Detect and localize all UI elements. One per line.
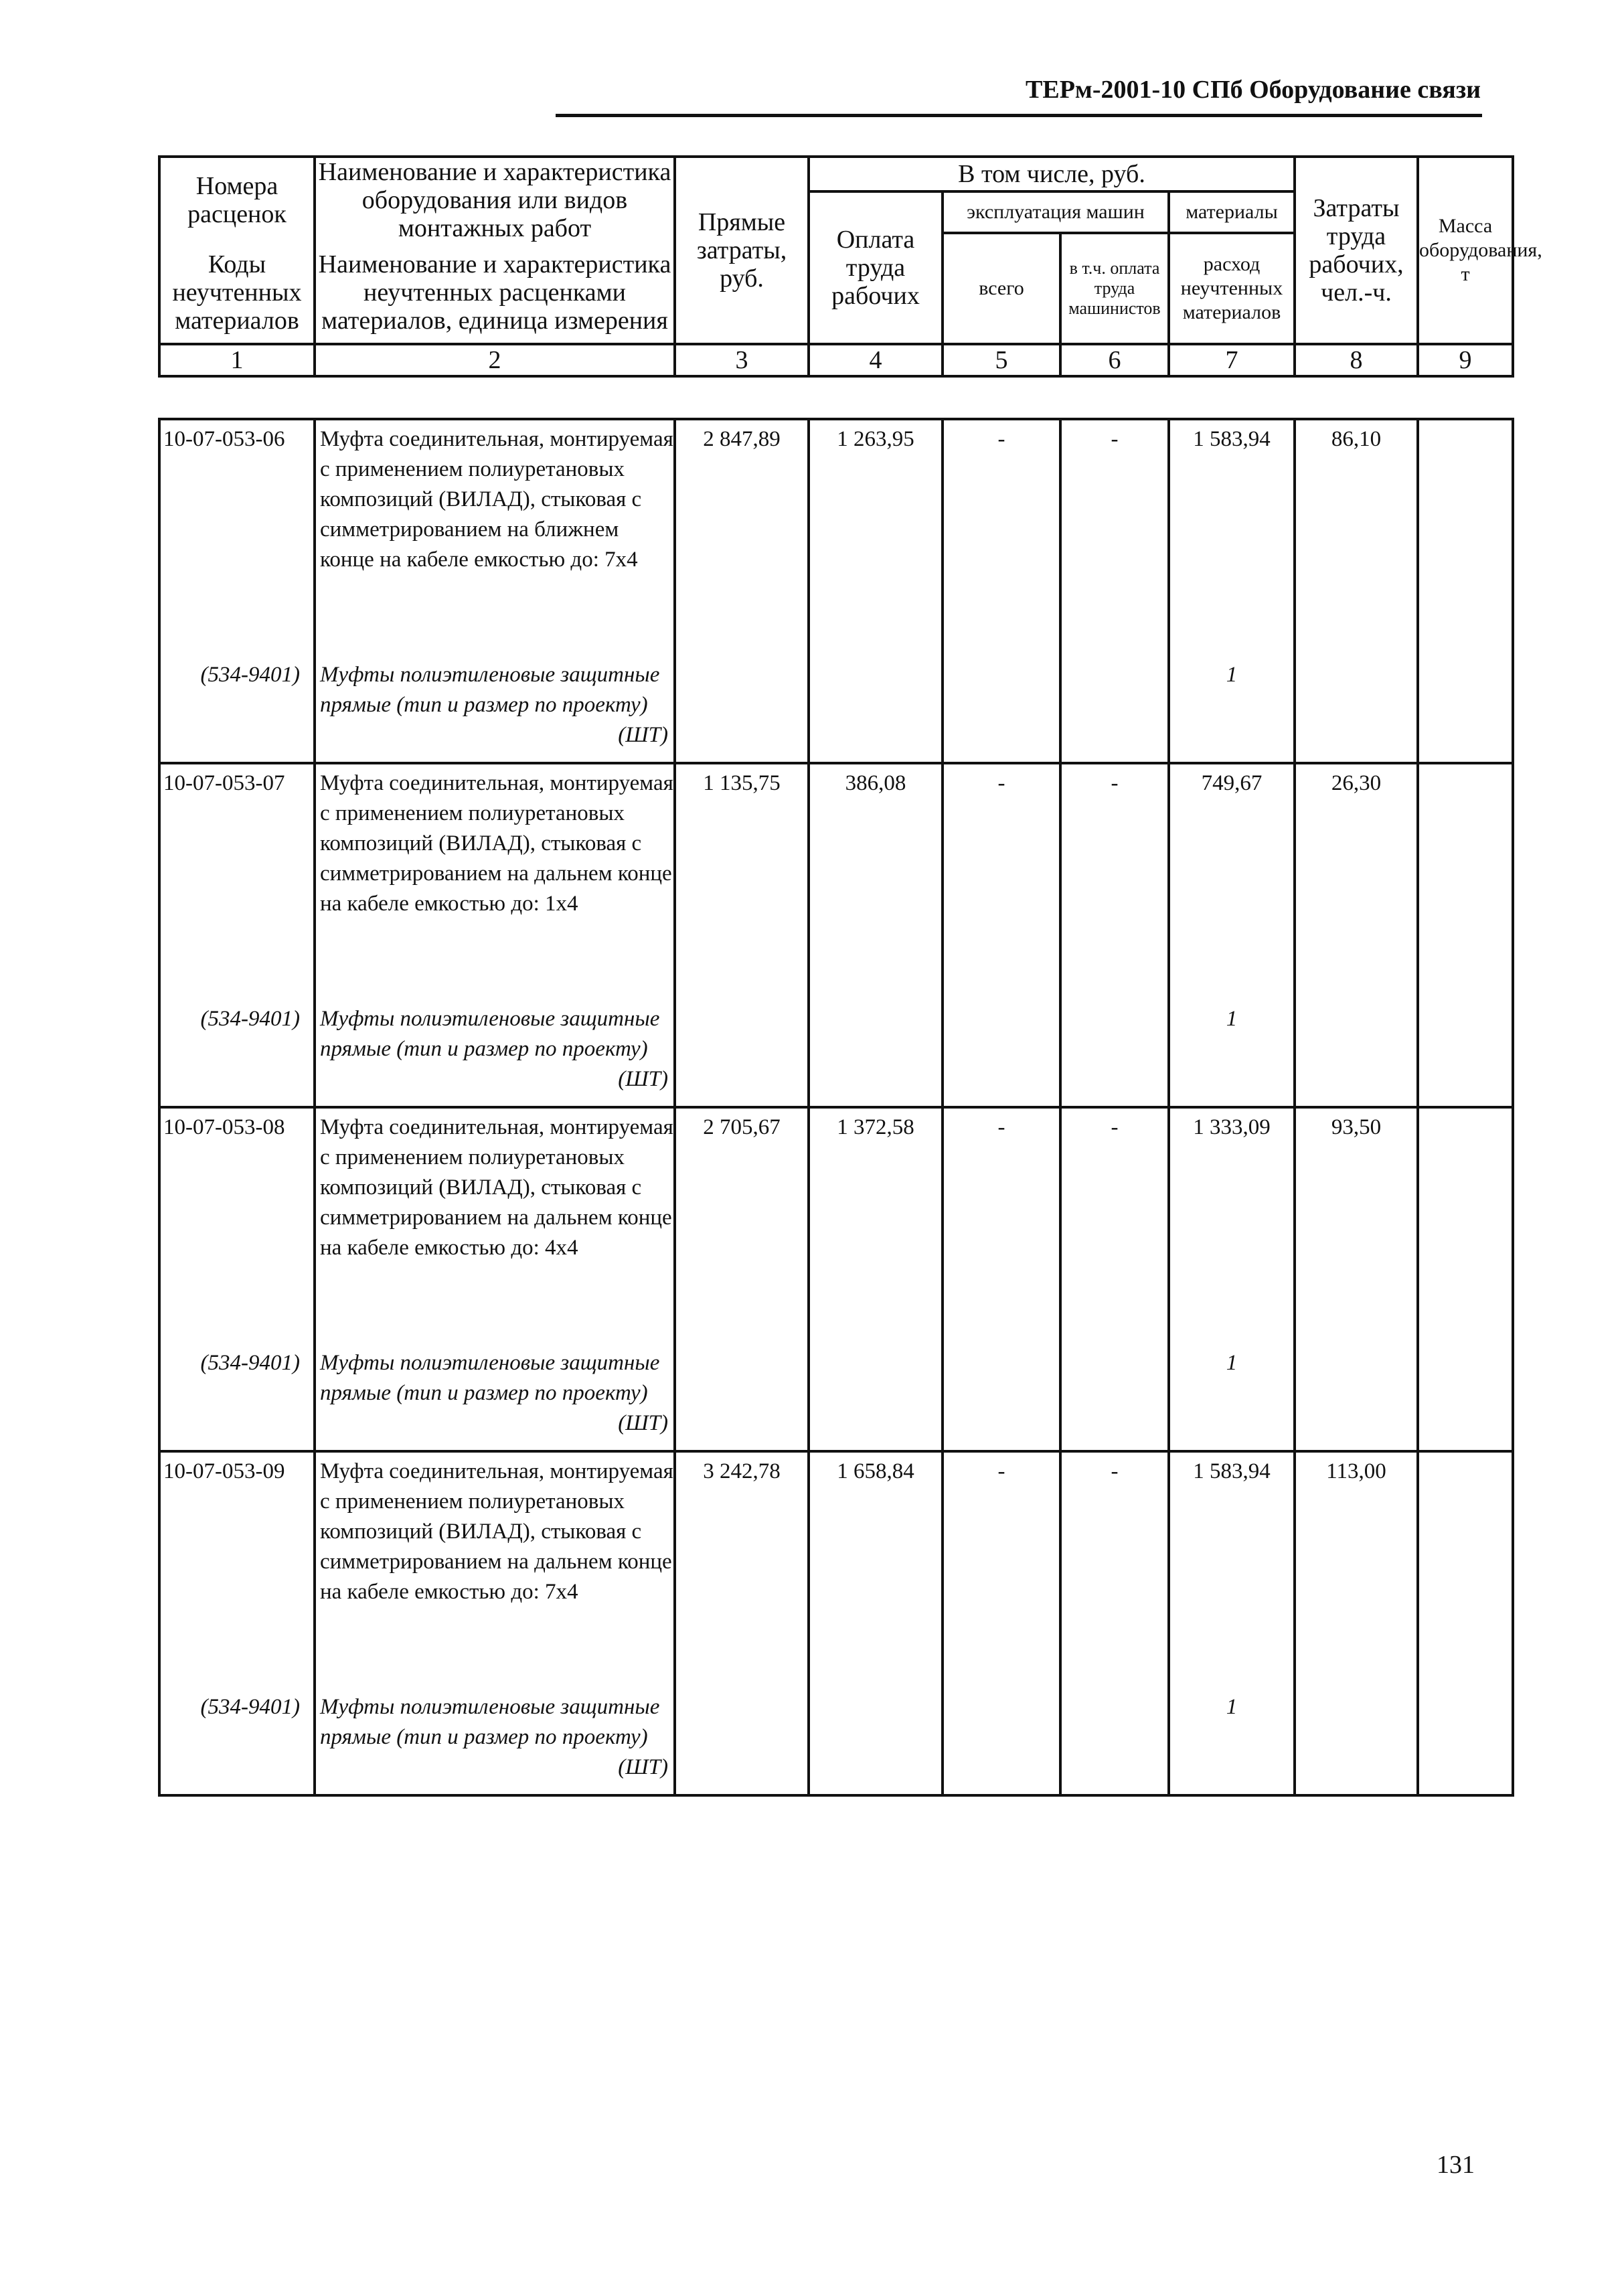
material-quantity: 1	[1169, 964, 1295, 1107]
table-row	[159, 1107, 1513, 1308]
rate-code: 10-07-053-07	[159, 763, 315, 964]
rate-name: Муфта соединительная, монтируемая с применением полиуретановых композиций (ВИЛАД), стыковая с симметрированием на ближнем конце на кабеле емкостью до: 7х4	[315, 419, 675, 620]
header-col1-top: Номера расценок	[159, 157, 315, 242]
header-col2-bottom: Наименование и характеристика неучтенных расценками материалов, единица измерения	[315, 242, 675, 344]
materials-cost: 1 333,09	[1169, 1107, 1295, 1308]
rate-code: 10-07-053-06	[159, 419, 315, 620]
machinists-pay: -	[1060, 1451, 1169, 1652]
material-name: Муфты полиэтиленовые защитные прямые (тип и размер по проекту)	[320, 1695, 660, 1749]
header-machines-label: эксплуатация машин	[943, 191, 1169, 233]
labor-pay: 386,08	[809, 763, 943, 964]
material-name: Муфты полиэтиленовые защитные прямые (тип и размер по проекту)	[320, 1007, 660, 1061]
column-number: 9	[1418, 344, 1513, 376]
material-name: Муфты полиэтиленовые защитные прямые (тип и размер по проекту)	[320, 663, 660, 717]
header-col3: Прямые затраты, руб.	[675, 157, 809, 344]
header-col7: расход неучтенных материалов	[1169, 233, 1295, 344]
machinists-pay: -	[1060, 763, 1169, 964]
column-number: 2	[315, 344, 675, 376]
machines-total: -	[943, 763, 1060, 964]
materials-cost: 1 583,94	[1169, 1451, 1295, 1652]
column-number: 8	[1295, 344, 1418, 376]
running-title: ТЕРм-2001-10 СПб Оборудование связи	[1026, 76, 1481, 104]
header-col4: Оплата труда рабочих	[809, 191, 943, 344]
equipment-mass	[1418, 419, 1513, 620]
material-code: (534-9401)	[159, 620, 315, 763]
materials-cost: 1 583,94	[1169, 419, 1295, 620]
table-row	[159, 763, 1513, 964]
header-materials-label: материалы	[1169, 191, 1295, 233]
page-number: 131	[1437, 2151, 1475, 2179]
labor-pay: 1 263,95	[809, 419, 943, 620]
material-row	[159, 1652, 1513, 1795]
direct-costs: 3 242,78	[675, 1451, 809, 1652]
material-unit: (ШТ)	[618, 723, 668, 747]
table-row	[159, 1451, 1513, 1652]
header-col6: в т.ч. оплата труда машинистов	[1060, 233, 1169, 344]
machines-total: -	[943, 419, 1060, 620]
labor-pay: 1 658,84	[809, 1451, 943, 1652]
material-name-cell	[315, 1308, 675, 1451]
labor-pay: 1 372,58	[809, 1107, 943, 1308]
column-number: 7	[1169, 344, 1295, 376]
material-name-cell	[315, 964, 675, 1107]
labor-hours: 113,00	[1295, 1451, 1418, 1652]
equipment-mass	[1418, 1451, 1513, 1652]
column-number: 6	[1060, 344, 1169, 376]
material-unit: (ШТ)	[618, 1411, 668, 1435]
material-name: Муфты полиэтиленовые защитные прямые (тип и размер по проекту)	[320, 1351, 660, 1405]
rate-code: 10-07-053-09	[159, 1451, 315, 1652]
header-rule	[556, 114, 1482, 117]
material-unit: (ШТ)	[618, 1755, 668, 1779]
material-name-cell	[315, 1652, 675, 1795]
labor-hours: 26,30	[1295, 763, 1418, 964]
machinists-pay: -	[1060, 419, 1169, 620]
material-quantity: 1	[1169, 1308, 1295, 1451]
header-col2-top: Наименование и характеристика оборудования или видов монтажных работ	[315, 157, 675, 242]
direct-costs: 2 705,67	[675, 1107, 809, 1308]
material-unit: (ШТ)	[618, 1067, 668, 1091]
materials-cost: 749,67	[1169, 763, 1295, 964]
equipment-mass	[1418, 763, 1513, 964]
header-col8: Затраты труда рабочих, чел.-ч.	[1295, 157, 1418, 344]
rate-name: Муфта соединительная, монтируемая с применением полиуретановых композиций (ВИЛАД), стыковая с симметрированием на дальнем конце на кабеле емкостью до: 1х4	[315, 763, 675, 964]
column-number: 3	[675, 344, 809, 376]
material-name-cell	[315, 620, 675, 763]
machines-total: -	[943, 1107, 1060, 1308]
material-quantity: 1	[1169, 1652, 1295, 1795]
direct-costs: 1 135,75	[675, 763, 809, 964]
material-quantity: 1	[1169, 620, 1295, 763]
material-row	[159, 964, 1513, 1107]
header-col1-bottom: Коды неучтенных материалов	[159, 242, 315, 344]
material-code: (534-9401)	[159, 1652, 315, 1795]
machines-total: -	[943, 1451, 1060, 1652]
direct-costs: 2 847,89	[675, 419, 809, 620]
labor-hours: 93,50	[1295, 1107, 1418, 1308]
header-group-label: В том числе, руб.	[809, 157, 1295, 191]
table-header	[158, 155, 1542, 378]
rates-table	[158, 418, 1514, 1797]
column-number: 5	[943, 344, 1060, 376]
header-col5: всего	[943, 233, 1060, 344]
equipment-mass	[1418, 1107, 1513, 1308]
column-number: 4	[809, 344, 943, 376]
column-number: 1	[159, 344, 315, 376]
machinists-pay: -	[1060, 1107, 1169, 1308]
table-row	[159, 419, 1513, 620]
material-row	[159, 1308, 1513, 1451]
material-code: (534-9401)	[159, 1308, 315, 1451]
labor-hours: 86,10	[1295, 419, 1418, 620]
rate-name: Муфта соединительная, монтируемая с применением полиуретановых композиций (ВИЛАД), стыковая с симметрированием на дальнем конце на кабеле емкостью до: 7х4	[315, 1451, 675, 1652]
rate-name: Муфта соединительная, монтируемая с применением полиуретановых композиций (ВИЛАД), стыковая с симметрированием на дальнем конце на кабеле емкостью до: 4х4	[315, 1107, 675, 1308]
material-code: (534-9401)	[159, 964, 315, 1107]
rate-code: 10-07-053-08	[159, 1107, 315, 1308]
material-row	[159, 620, 1513, 763]
header-col9: Масса оборудования, т	[1418, 157, 1513, 344]
